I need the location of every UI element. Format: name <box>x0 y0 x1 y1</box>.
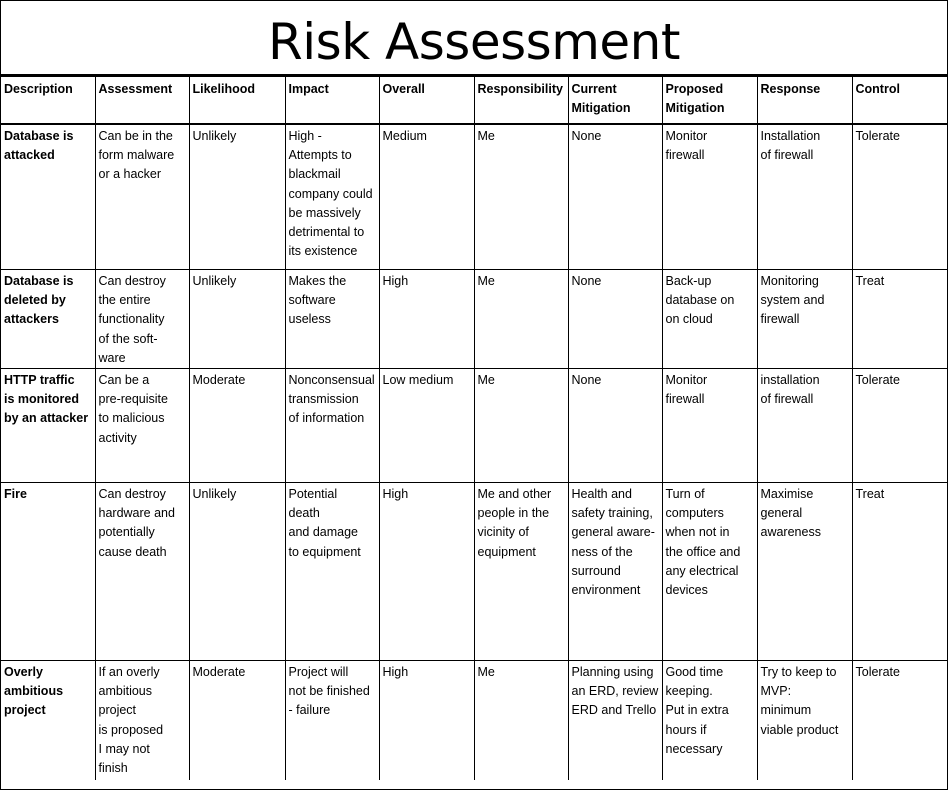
cell-impact: Potential death and damage to equipment <box>285 483 379 661</box>
cell-description: Fire <box>1 483 95 661</box>
column-header-current-mitigation: Current Mitigation <box>568 77 662 125</box>
column-header-response: Response <box>757 77 852 125</box>
cell-assessment: If an overly ambitious project is proposed I may not finish <box>95 661 189 781</box>
cell-description: Overly ambitious project <box>1 661 95 781</box>
table-row <box>1 661 947 781</box>
risk-table <box>1 76 947 780</box>
cell-responsibility: Me <box>474 661 568 781</box>
column-header-likelihood: Likelihood <box>189 77 285 125</box>
cell-description: Database is attacked <box>1 124 95 270</box>
cell-control: Treat <box>852 483 947 661</box>
cell-overall: High <box>379 661 474 781</box>
cell-current-mitigation: None <box>568 124 662 270</box>
cell-assessment: Can be in the form malware or a hacker <box>95 124 189 270</box>
cell-proposed-mitigation: Monitor firewall <box>662 369 757 483</box>
cell-current-mitigation: Health and safety training, general aware- ness of the surround environment <box>568 483 662 661</box>
cell-response: Maximise general awareness <box>757 483 852 661</box>
cell-likelihood: Moderate <box>189 369 285 483</box>
cell-current-mitigation: None <box>568 369 662 483</box>
cell-current-mitigation: None <box>568 270 662 369</box>
cell-likelihood: Unlikely <box>189 270 285 369</box>
cell-overall: Medium <box>379 124 474 270</box>
page-title: Risk Assessment <box>1 1 947 76</box>
column-header-impact: Impact <box>285 77 379 125</box>
cell-likelihood: Unlikely <box>189 483 285 661</box>
cell-likelihood: Moderate <box>189 661 285 781</box>
column-header-overall: Overall <box>379 77 474 125</box>
cell-proposed-mitigation: Back-up database on on cloud <box>662 270 757 369</box>
cell-response: Try to keep to MVP: minimum viable product <box>757 661 852 781</box>
cell-assessment: Can destroy the entire functionality of the soft- ware <box>95 270 189 369</box>
cell-overall: Low medium <box>379 369 474 483</box>
cell-impact: Makes the software useless <box>285 270 379 369</box>
cell-description: HTTP traffic is monitored by an attacker <box>1 369 95 483</box>
cell-proposed-mitigation: Turn of computers when not in the office and any electrical devices <box>662 483 757 661</box>
table-row <box>1 369 947 483</box>
table-row <box>1 124 947 270</box>
cell-overall: High <box>379 483 474 661</box>
column-header-assessment: Assessment <box>95 77 189 125</box>
cell-control: Treat <box>852 270 947 369</box>
cell-responsibility: Me and other people in the vicinity of equipment <box>474 483 568 661</box>
table-row <box>1 483 947 661</box>
cell-impact: Project will not be finished - failure <box>285 661 379 781</box>
table-row <box>1 270 947 369</box>
cell-control: Tolerate <box>852 661 947 781</box>
cell-assessment: Can be a pre-requisite to malicious activity <box>95 369 189 483</box>
cell-overall: High <box>379 270 474 369</box>
cell-impact: Nonconsensual transmission of information <box>285 369 379 483</box>
cell-impact: High - Attempts to blackmail company could be massively detrimental to its existence <box>285 124 379 270</box>
cell-response: installation of firewall <box>757 369 852 483</box>
cell-control: Tolerate <box>852 124 947 270</box>
column-header-proposed-mitigation: Proposed Mitigation <box>662 77 757 125</box>
column-header-description: Description <box>1 77 95 125</box>
cell-responsibility: Me <box>474 124 568 270</box>
cell-proposed-mitigation: Monitor firewall <box>662 124 757 270</box>
cell-responsibility: Me <box>474 369 568 483</box>
cell-assessment: Can destroy hardware and potentially cause death <box>95 483 189 661</box>
header-row <box>1 77 947 125</box>
cell-control: Tolerate <box>852 369 947 483</box>
cell-likelihood: Unlikely <box>189 124 285 270</box>
cell-responsibility: Me <box>474 270 568 369</box>
cell-response: Monitoring system and firewall <box>757 270 852 369</box>
cell-description: Database is deleted by attackers <box>1 270 95 369</box>
column-header-responsibility: Responsibility <box>474 77 568 125</box>
column-header-control: Control <box>852 77 947 125</box>
cell-current-mitigation: Planning using an ERD, review ERD and Trello <box>568 661 662 781</box>
cell-response: Installation of firewall <box>757 124 852 270</box>
cell-proposed-mitigation: Good time keeping. Put in extra hours if necessary <box>662 661 757 781</box>
